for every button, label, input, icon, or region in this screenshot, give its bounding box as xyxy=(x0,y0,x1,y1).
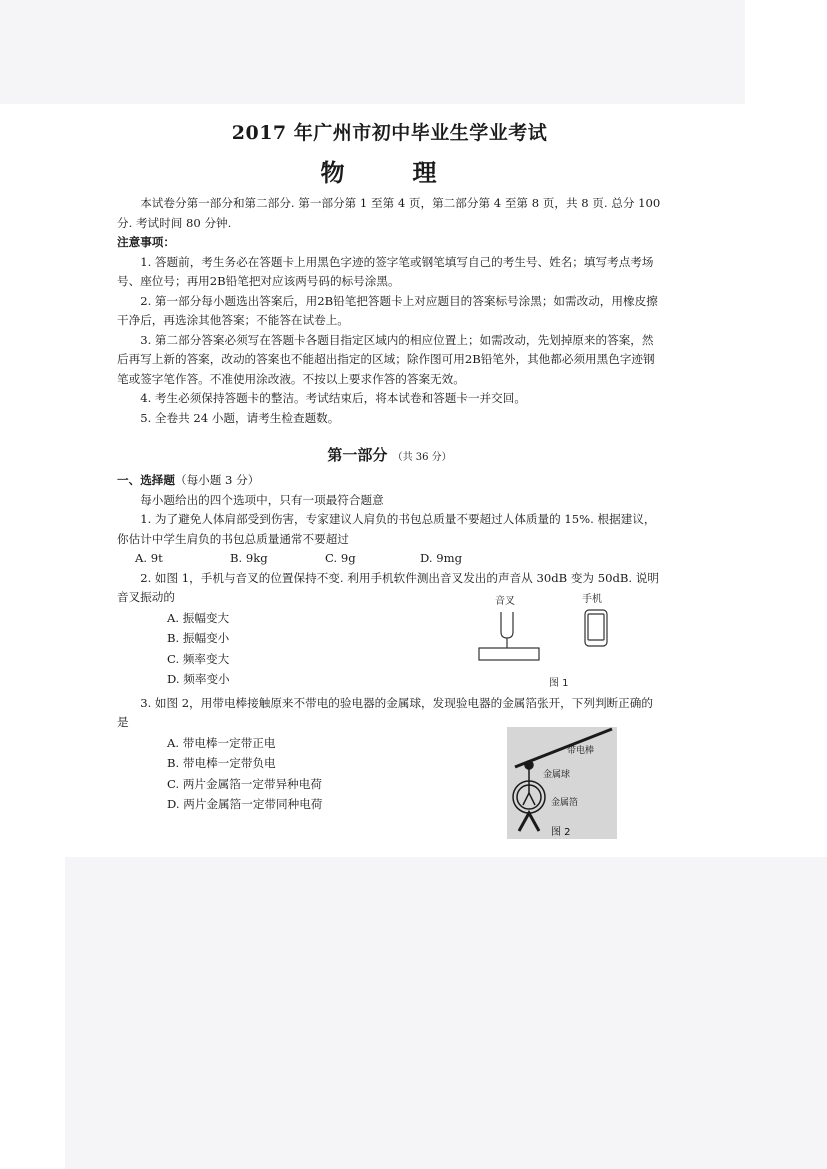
subject-title: 物 理 xyxy=(320,158,459,187)
section1-instruction: 每小题给出的四个选项中，只有一项最符合题意 xyxy=(140,492,384,507)
fig2-rod-label: 带电棒 xyxy=(567,745,595,756)
figure-2 xyxy=(507,727,617,839)
intro-text: 本试卷分第一部分和第二部分. 第一部分第 1 至第 4 页，第二部分第 4 至第 8 页，共 8 页. 总分 100 分. 考试时间 80 分钟. xyxy=(117,196,661,230)
note-item: 1. 答题前，考生务必在答题卡上用黑色字迹的签字笔或钢笔填写自己的考生号、姓名；填写考点考场号、座位号；再用2B铅笔把对应该两号码的标号涂黑。 xyxy=(117,254,654,288)
fig1-phone-label: 手机 xyxy=(582,593,602,605)
q3-option-d: D. 两片金属箔一定带同种电荷 xyxy=(167,797,323,811)
part1-score: （共 36 分） xyxy=(392,452,452,463)
q2-option-d: D. 频率变小 xyxy=(167,672,230,686)
fig2-ball-label: 金属球 xyxy=(543,769,571,780)
q3-stem: 3. 如图 2，用带电棒接触原来不带电的验电器的金属球，发现验电器的金属箔张开，下列判断正确的是 xyxy=(117,695,653,729)
q3-option-a: A. 带电棒一定带正电 xyxy=(167,735,276,750)
section1-title: 一、选择题 xyxy=(117,473,175,487)
fig1-fork-label: 音叉 xyxy=(495,595,515,607)
figure-1 xyxy=(477,593,627,708)
part1-heading xyxy=(117,444,662,465)
scan-shade-bottom xyxy=(65,857,827,1169)
note-item: 5. 全卷共 24 小题，请考生检查题数。 xyxy=(140,410,340,425)
q1-options xyxy=(117,549,662,569)
section1-score: （每小题 3 分） xyxy=(174,473,260,487)
q1-option-b: B. 9kg xyxy=(230,551,268,565)
q1-option-c: C. 9g xyxy=(325,551,356,565)
q2-option-a: A. 振幅变大 xyxy=(167,610,230,625)
phone-icon xyxy=(585,610,607,646)
fig2-caption: 图 2 xyxy=(551,826,571,838)
q2-block xyxy=(117,593,662,690)
section1-heading xyxy=(117,471,662,491)
fig2-foil-label: 金属箔 xyxy=(551,797,579,808)
exam-page xyxy=(117,110,662,838)
note-item: 3. 第二部分答案必须写在答题卡各题目指定区域内的相应位置上；如需改动，先划掉原来的答案，然后再写上新的答案，改动的答案也不能超出指定的区域；除作图可用2B铅笔外，其他都必须用黑色字迹钢笔或签字笔作答。不准使用涂改液。不按以上要求作答的答案无效。 xyxy=(117,332,655,386)
q2-option-c: C. 频率变大 xyxy=(167,651,230,666)
q2-option-b: B. 振幅变小 xyxy=(167,631,230,645)
q3-block xyxy=(117,733,662,838)
q3-option-c: C. 两片金属箔一定带异种电荷 xyxy=(167,776,322,791)
fig1-caption: 图 1 xyxy=(549,677,569,689)
notes-heading: 注意事项： xyxy=(117,235,175,249)
q1-option-a: A. 9t xyxy=(135,551,163,565)
note-item: 2. 第一部分每小题选出答案后，用2B铅笔把答题卡上对应题目的答案标号涂黑；如需改动，用橡皮擦干净后，再选涂其他答案；不能答在试卷上。 xyxy=(117,293,658,327)
note-item: 4. 考生必须保持答题卡的整洁。考试结束后，将本试卷和答题卡一并交回。 xyxy=(140,391,526,405)
part1-title: 第一部分 xyxy=(327,446,388,464)
q3-option-b: B. 带电棒一定带负电 xyxy=(167,756,276,770)
q1-option-d: D. 9mg xyxy=(420,551,463,565)
tuning-fork-icon xyxy=(479,612,539,660)
q2-stem: 2. 如图 1，手机与音叉的位置保持不变. 利用手机软件测出音叉发出的声音从 30dB 变为 50dB. 说明音叉振动的 xyxy=(117,570,659,604)
exam-title: 2017 年广州市初中毕业生学业考试 xyxy=(231,122,548,144)
scan-shade-top xyxy=(0,0,745,104)
q1-stem: 1. 为了避免人体肩部受到伤害，专家建议人肩负的书包总质量不要超过人体质量的 15%. 根据建议，你估计中学生肩负的书包总质量通常不要超过 xyxy=(117,512,656,546)
